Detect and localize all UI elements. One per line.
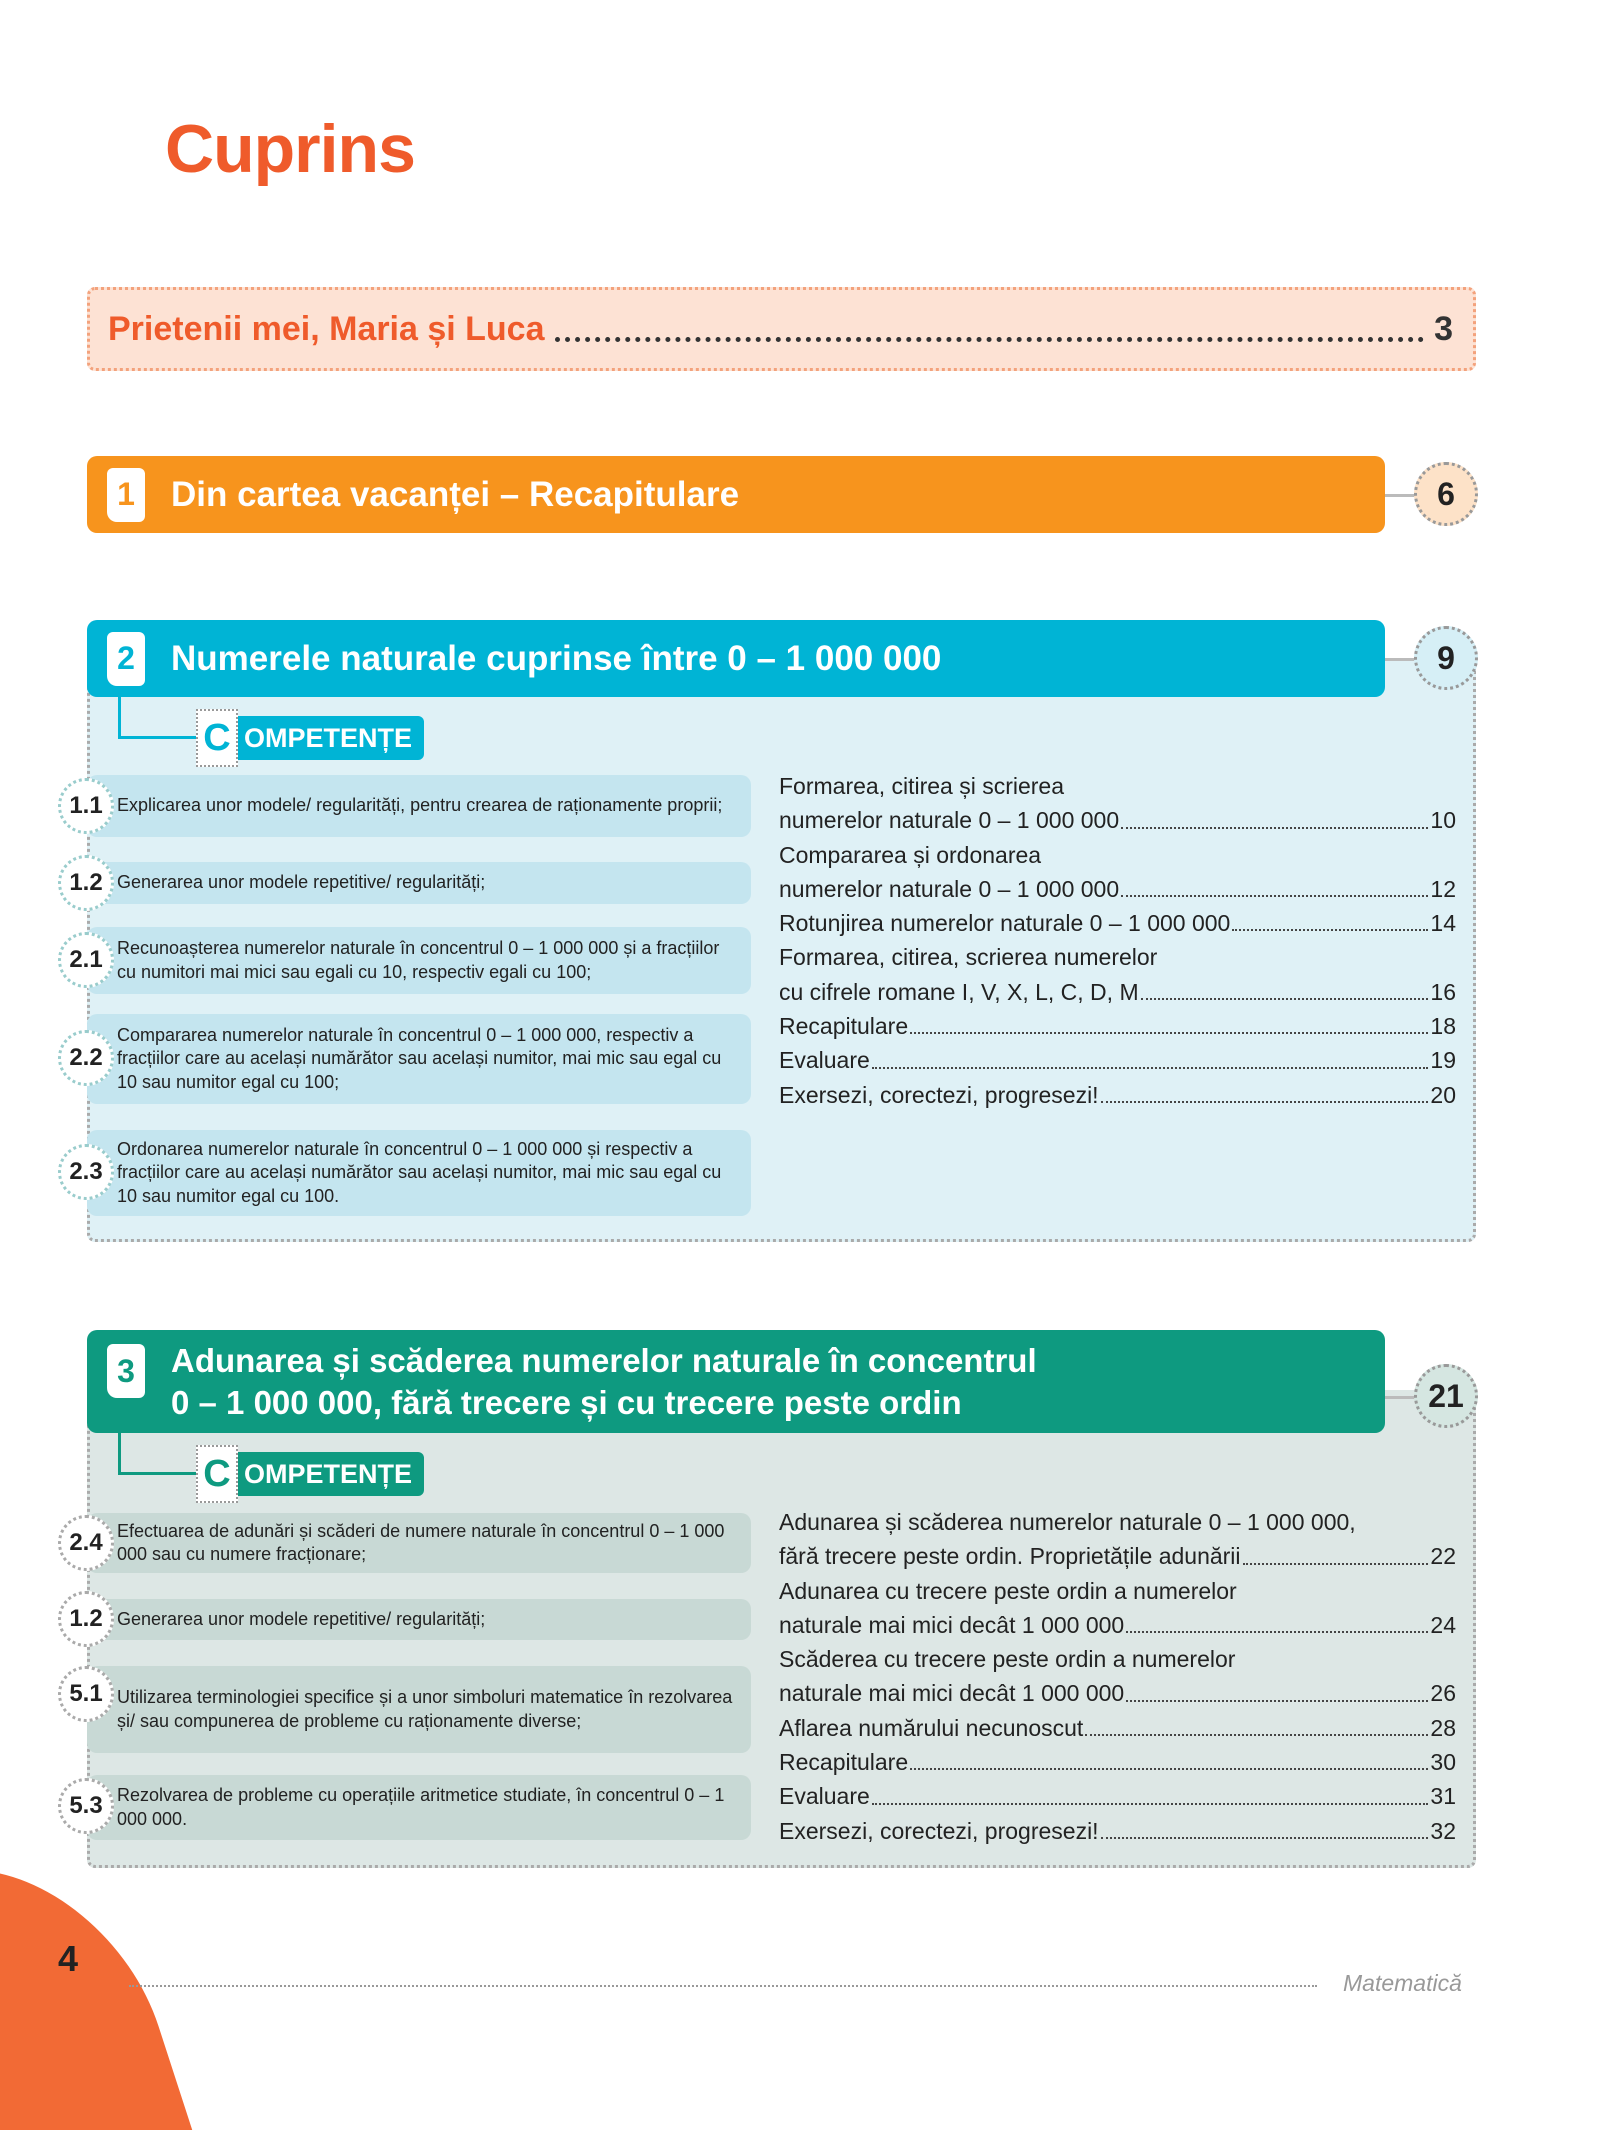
footer-page-number: 4 [58, 1938, 79, 1979]
competency-item: Explicarea unor modele/ regularități, pentru crearea de raționamente proprii; [87, 775, 751, 837]
competency-code: 5.1 [58, 1666, 114, 1722]
competency-code: 1.2 [58, 855, 114, 911]
chapter-1-page: 6 [1414, 462, 1478, 526]
competency-item: Rezolvarea de probleme cu operațiile aritmetice studiate, în concentrul 0 – 1 000 000. [87, 1775, 751, 1840]
competency-item: Ordonarea numerelor naturale în concentrul 0 – 1 000 000 și respectiv a fracțiilor care au același numărător sau același numitor, mai mic sau egal cu 10 sau numitor egal cu 100. [87, 1130, 751, 1216]
competency-code: 2.1 [58, 932, 114, 988]
lesson-4[interactable]: Aflarea numărului necunoscut 28 [779, 1714, 1456, 1741]
competency-item: Generarea unor modele repetitive/ regularități; [87, 1599, 751, 1640]
dot-leader [555, 337, 1425, 342]
chapter-2-header[interactable] [87, 620, 1385, 697]
lesson-1-line1[interactable]: Adunarea și scăderea numerelor naturale 0 – 1 000 000, [779, 1509, 1356, 1535]
toc-entry-intro[interactable] [87, 287, 1476, 371]
lesson-3[interactable]: naturale mai mici decât 1 000 000 26 [779, 1680, 1456, 1707]
competency-item: Utilizarea terminologiei specifice și a unor simboluri matematice în rezolvarea și/ sau compunerea de probleme cu raționamente diverse; [87, 1666, 751, 1753]
competency-item: Recunoașterea numerelor naturale în concentrul 0 – 1 000 000 și a fracțiilor cu numitori mai mici sau egali cu 10, respectiv egali cu 100; [87, 927, 751, 994]
chapter-title: Numerele naturale cuprinse între 0 – 1 000 000 [171, 638, 942, 678]
chapter-number: 1 [107, 468, 145, 522]
competency-code: 1.1 [58, 778, 114, 834]
lesson-3[interactable]: Rotunjirea numerelor naturale 0 – 1 000 000 14 [779, 910, 1456, 937]
lesson-7[interactable]: Exersezi, corectezi, progresezi! 32 [779, 1817, 1456, 1844]
lesson-1[interactable]: numerelor naturale 0 – 1 000 000 10 [779, 807, 1456, 834]
page-title: Cuprins [165, 111, 415, 187]
competency-code: 2.2 [58, 1030, 114, 1086]
lesson-6[interactable]: Evaluare 19 [779, 1047, 1456, 1074]
chapter-3-page: 21 [1414, 1364, 1478, 1428]
chapter-2-page: 9 [1414, 626, 1478, 690]
lesson-1-line1[interactable]: Formarea, citirea și scrierea [779, 773, 1065, 799]
chapter-1-header[interactable] [87, 456, 1385, 533]
lesson-1[interactable]: fără trecere peste ordin. Proprietățile adunării 22 [779, 1543, 1456, 1570]
competente-label: C OMPETENȚE [196, 712, 424, 764]
entry-label: Prietenii mei, Maria și Luca [108, 309, 545, 348]
lesson-list [779, 769, 1456, 1112]
competency-item: Efectuarea de adunări și scăderi de numere naturale în concentrul 0 – 1 000 000 sau cu numere fracționare; [87, 1513, 751, 1573]
lesson-2[interactable]: naturale mai mici decât 1 000 000 24 [779, 1611, 1456, 1638]
entry-page: 3 [1434, 309, 1453, 348]
lesson-2-line1[interactable]: Compararea și ordonarea [779, 841, 1042, 868]
chapter-number: 2 [107, 632, 145, 686]
bracket-line [118, 697, 198, 739]
competency-code: 5.3 [58, 1778, 114, 1834]
lesson-2[interactable]: numerelor naturale 0 – 1 000 000 12 [779, 875, 1456, 902]
competency-code: 2.3 [58, 1144, 114, 1200]
lesson-list [779, 1505, 1456, 1848]
footer-divider [129, 1985, 1317, 1987]
competency-item: Generarea unor modele repetitive/ regularități; [87, 862, 751, 904]
lesson-5[interactable]: Recapitulare 18 [779, 1013, 1456, 1040]
lesson-4-line1[interactable]: Formarea, citirea, scrierea numerelor [779, 944, 1158, 971]
chapter-title: Din cartea vacanței – Recapitulare [171, 474, 740, 514]
lesson-6[interactable]: Evaluare 31 [779, 1783, 1456, 1810]
footer-subject: Matematică [1343, 1970, 1462, 1996]
competency-code: 2.4 [58, 1515, 114, 1571]
competency-code: 1.2 [58, 1591, 114, 1647]
lesson-5[interactable]: Recapitulare 30 [779, 1749, 1456, 1776]
chapter-3-header[interactable] [87, 1330, 1385, 1433]
competente-label: C OMPETENȚE [196, 1448, 424, 1500]
lesson-7[interactable]: Exersezi, corectezi, progresezi! 20 [779, 1081, 1456, 1108]
lesson-4[interactable]: cu cifrele romane I, V, X, L, C, D, M 16 [779, 978, 1456, 1005]
chapter-title: Adunarea și scăderea numerelor naturale în concentrul 0 – 1 000 000, fără trecere și cu trecere peste ordin [171, 1341, 1037, 1421]
corner-decoration [0, 1870, 192, 2130]
lesson-3-line1[interactable]: Scăderea cu trecere peste ordin a numerelor [779, 1646, 1236, 1673]
lesson-2-line1[interactable]: Adunarea cu trecere peste ordin a numerelor [779, 1577, 1237, 1604]
bracket-line [118, 1433, 198, 1475]
competency-item: Compararea numerelor naturale în concentrul 0 – 1 000 000, respectiv a fracțiilor care au același numărător sau același numitor, mai mic sau egal cu 10 sau numitor egal cu 100; [87, 1014, 751, 1104]
chapter-number: 3 [107, 1344, 145, 1398]
